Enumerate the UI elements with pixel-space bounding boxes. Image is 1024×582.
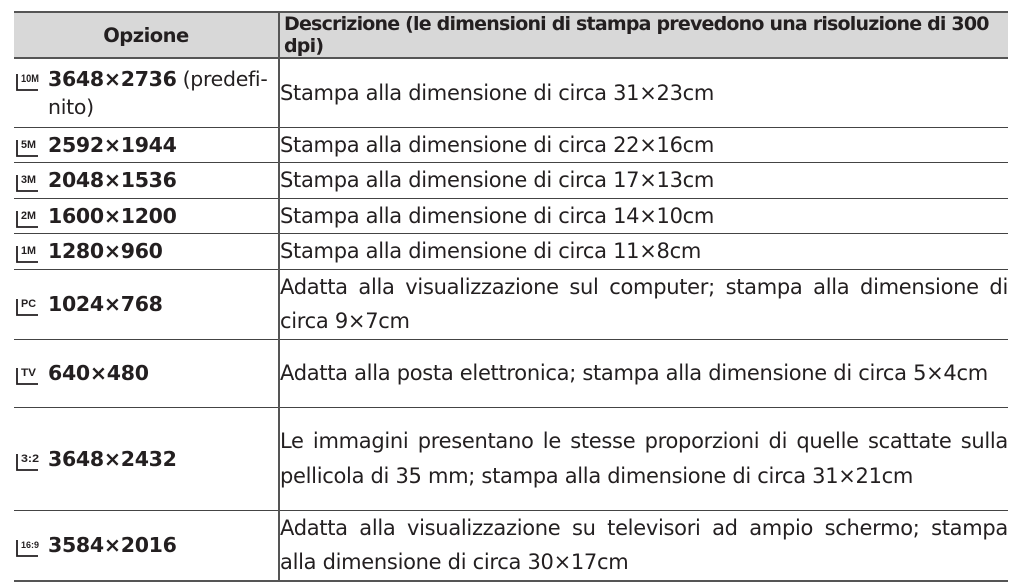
resolution-value: 3584×2016 <box>48 533 177 557</box>
description-cell: Stampa alla dimensione di circa 14×10cm <box>279 198 1008 234</box>
table-header-row <box>14 12 1008 58</box>
option-label <box>48 445 177 473</box>
resolution-value: 1024×768 <box>48 292 163 316</box>
image-size-2m-icon <box>14 206 46 230</box>
resolution-value: 2592×1944 <box>48 132 177 157</box>
resolution-value: 1280×960 <box>48 239 163 264</box>
image-size-2m-icon <box>14 206 48 230</box>
svg-text:10M: 10M <box>21 72 39 85</box>
description-cell: Stampa alla dimensione di circa 31×23cm <box>279 58 1008 127</box>
image-size-10m-icon <box>14 69 46 93</box>
image-size-1m-icon <box>14 241 48 265</box>
header-option: Opzione <box>14 12 279 58</box>
option-cell <box>14 269 279 339</box>
svg-text:3M: 3M <box>21 174 36 187</box>
description-cell: Stampa alla dimensione di circa 17×13cm <box>279 163 1008 199</box>
option-cell <box>14 127 279 163</box>
table-row <box>14 163 1008 199</box>
description-cell: Le immagini presentano le stesse proporzioni di quelle scattate sulla pellicola di 35 mm; stampa alla dimensione di circa 31×21cm <box>279 407 1008 510</box>
description-cell: Stampa alla dimensione di circa 11×8cm <box>279 234 1008 270</box>
description-cell: Stampa alla dimensione di circa 22×16cm <box>279 127 1008 163</box>
option-cell <box>14 198 279 234</box>
table-row <box>14 339 1008 407</box>
resolution-value: 3648×2432 <box>48 446 177 471</box>
header-description: Descrizione (le dimensioni di stampa prevedono una risoluzione di 300 dpi) <box>279 12 1008 58</box>
option-label <box>48 65 278 121</box>
description-cell: Adatta alla posta elettronica; stampa alla dimensione di circa 5×4cm <box>279 339 1008 407</box>
option-cell <box>14 234 279 270</box>
image-size-tv-icon <box>14 363 46 387</box>
image-size-16-9-icon <box>14 535 48 559</box>
table-row <box>14 58 1008 127</box>
option-label <box>48 290 163 318</box>
option-cell <box>14 407 279 510</box>
image-size-3-2-icon <box>14 449 46 473</box>
option-label <box>48 531 177 559</box>
option-label <box>48 237 163 265</box>
resolution-value: 2048×1536 <box>48 168 177 193</box>
image-size-16-9-icon <box>14 535 46 559</box>
image-size-3-2-icon <box>14 449 48 473</box>
svg-text:2M: 2M <box>21 209 36 222</box>
option-cell <box>14 58 279 127</box>
image-size-3m-icon <box>14 170 48 194</box>
table-row <box>14 127 1008 163</box>
image-size-5m-icon <box>14 135 46 159</box>
option-cell <box>14 339 279 407</box>
resolution-value: 3648×2736 <box>48 66 177 91</box>
option-label <box>48 131 177 159</box>
svg-text:5M: 5M <box>21 138 36 151</box>
table-row <box>14 198 1008 234</box>
image-size-3m-icon <box>14 170 46 194</box>
svg-text:TV: TV <box>21 367 37 379</box>
table-row <box>14 407 1008 510</box>
description-cell: Adatta alla visualizzazione sul computer; stampa alla dimensione di circa 9×7cm <box>279 269 1008 339</box>
svg-text:1M: 1M <box>21 245 36 258</box>
image-size-1m-icon <box>14 241 46 265</box>
resolution-value: 1600×1200 <box>48 203 177 228</box>
resolution-value: 640×480 <box>48 361 149 385</box>
table-row <box>14 269 1008 339</box>
image-size-tv-icon <box>14 363 48 387</box>
image-size-table <box>14 11 1008 582</box>
option-label <box>48 202 177 230</box>
option-label <box>48 166 177 194</box>
svg-text:16:9: 16:9 <box>21 540 39 550</box>
image-size-pc-icon <box>14 294 46 318</box>
option-cell <box>14 163 279 199</box>
image-size-5m-icon <box>14 135 48 159</box>
image-size-10m-icon <box>14 69 48 93</box>
option-label <box>48 359 149 387</box>
table-row <box>14 234 1008 270</box>
svg-text:PC: PC <box>21 298 37 310</box>
table-row <box>14 510 1008 581</box>
image-size-pc-icon <box>14 294 48 318</box>
svg-text:3:2: 3:2 <box>21 452 39 465</box>
option-cell <box>14 510 279 581</box>
default-note: (predefi-nito) <box>48 66 268 119</box>
description-cell: Adatta alla visualizzazione su televisori ad ampio schermo; stampa alla dimensione di circa 30×17cm <box>279 510 1008 581</box>
